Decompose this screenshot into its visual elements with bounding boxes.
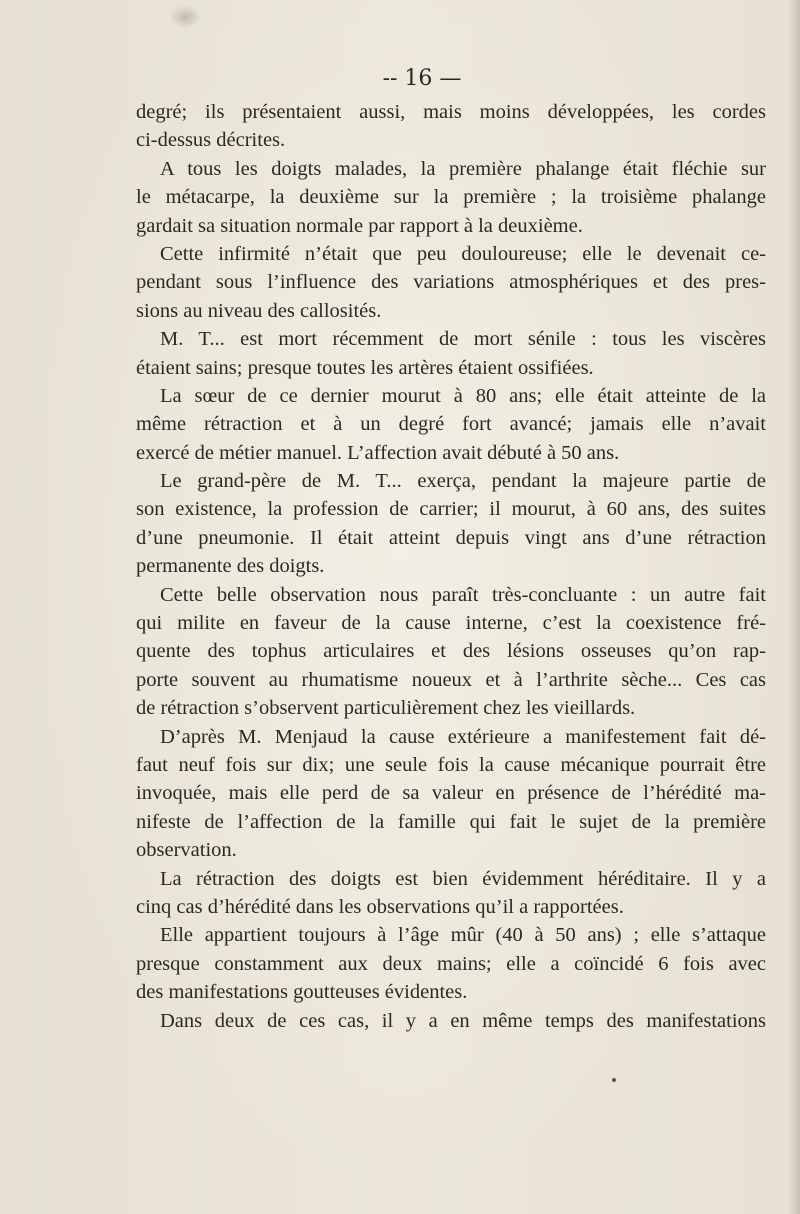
text-line: M. T... est mort récemment de mort sénile : tous les viscères <box>160 328 766 351</box>
text-line: permanente des doigts. <box>136 555 325 578</box>
text-line: degré; ils présentaient aussi, mais moins développées, les cordes <box>136 101 766 123</box>
page-number: -- 16 — <box>382 66 462 91</box>
text-line: qui milite en faveur de la cause interne, c’est la coexistence fré- <box>136 612 766 635</box>
body-text <box>136 98 766 1035</box>
ink-speck <box>612 1078 616 1082</box>
text-line: La sœur de ce dernier mourut à 80 ans; elle était atteinte de la <box>160 384 766 407</box>
text-line: D’après M. Menjaud la cause extérieure a manifestement fait dé- <box>160 725 766 748</box>
text-line: étaient sains; presque toutes les artères étaient ossifiées. <box>136 356 594 379</box>
text-line: sions au niveau des callosités. <box>136 299 382 322</box>
text-line: pendant sous l’influence des variations atmosphériques et des pres- <box>136 271 766 294</box>
text-line: de rétraction s’observent particulièrement chez les vieillards. <box>136 697 636 720</box>
text-line: A tous les doigts malades, la première phalange était fléchie sur <box>160 157 766 180</box>
text-line: quente des tophus articulaires et des lésions osseuses qu’on rap- <box>136 640 766 663</box>
text-line: invoquée, mais elle perd de sa valeur en présence de l’hérédité ma- <box>136 782 766 805</box>
text-line: gardait sa situation normale par rapport à la deuxième. <box>136 214 583 237</box>
page-edge-shadow <box>788 0 800 1214</box>
text-line: même rétraction et à un degré fort avancé; jamais elle n’avait <box>136 413 766 436</box>
text-line: d’une pneumonie. Il était atteint depuis vingt ans d’une rétraction <box>136 526 766 549</box>
text-line: Elle appartient toujours à l’âge mûr (40 à 50 ans) ; elle s’attaque <box>160 924 766 947</box>
text-line: cinq cas d’hérédité dans les observations qu’il a rapportées. <box>136 895 624 918</box>
text-line: le métacarpe, la deuxième sur la première ; la troisième phalange <box>136 186 766 209</box>
text-line: Cette belle observation nous paraît très-concluante : un autre fait <box>160 583 766 606</box>
text-line: presque constamment aux deux mains; elle a coïncidé 6 fois avec <box>136 952 766 975</box>
paper-stain <box>170 6 200 28</box>
text-line: ci-dessus décrites. <box>136 129 286 152</box>
text-line: Dans deux de ces cas, il y a en même temps des manifestations <box>160 1009 766 1032</box>
text-line: exercé de métier manuel. L’affection avait débuté à 50 ans. <box>136 441 620 464</box>
text-line: nifeste de l’affection de la famille qui fait le sujet de la première <box>136 810 766 833</box>
text-line: faut neuf fois sur dix; une seule fois la cause mécanique pourrait être <box>136 753 766 776</box>
text-line: porte souvent au rhumatisme noueux et à l’arthrite sèche... Ces cas <box>136 668 766 691</box>
text-line: des manifestations goutteuses évidentes. <box>136 981 468 1004</box>
text-line: Le grand-père de M. T... exerça, pendant la majeure partie de <box>160 470 766 493</box>
text-line: La rétraction des doigts est bien évidemment héréditaire. Il y a <box>160 867 766 890</box>
text-line: son existence, la profession de carrier; il mourut, à 60 ans, des suites <box>136 498 766 521</box>
text-line: Cette infirmité n’était que peu douloureuse; elle le devenait ce- <box>160 242 766 265</box>
text-line: observation. <box>136 839 237 862</box>
